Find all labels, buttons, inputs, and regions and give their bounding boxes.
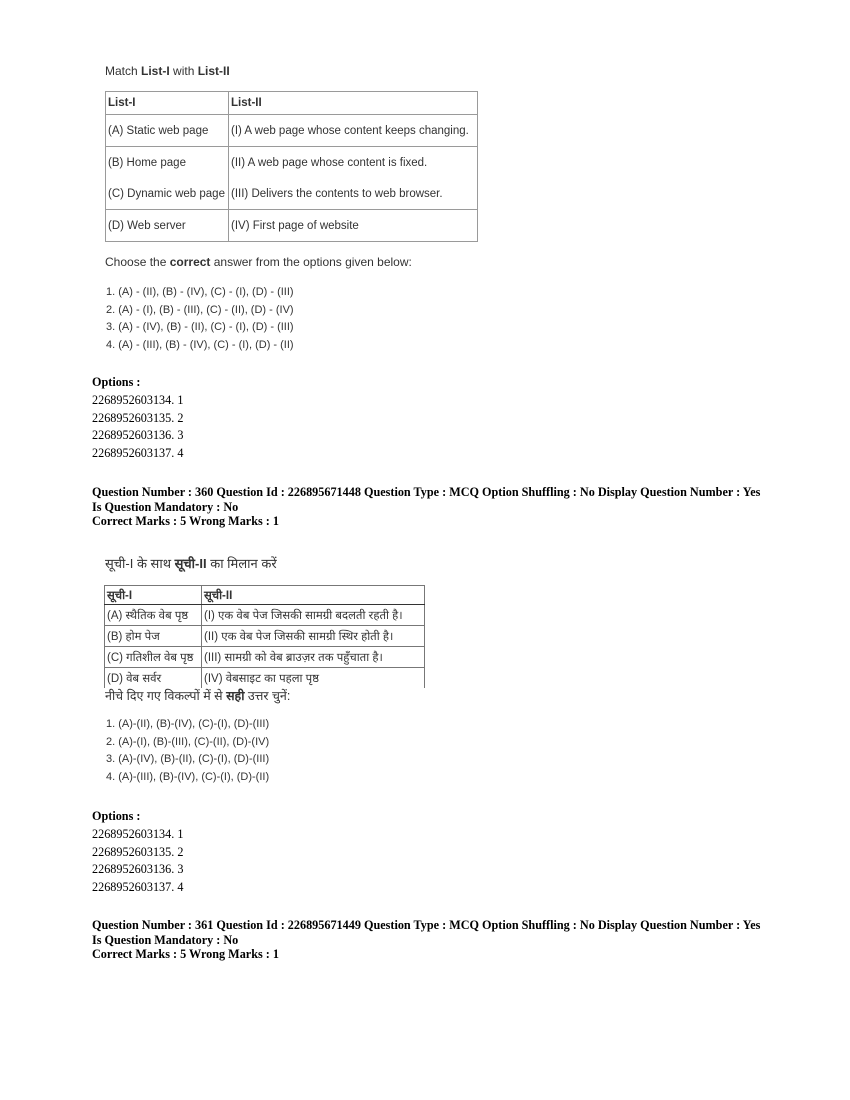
table-cell: (A) स्थैतिक वेब पृष्ठ bbox=[105, 605, 202, 626]
answer-choice: 1. (A)-(II), (B)-(IV), (C)-(I), (D)-(III) bbox=[106, 718, 270, 730]
column-header-list-2: List-II bbox=[229, 92, 478, 115]
option-id: 2268952603135. 2 bbox=[92, 410, 184, 425]
table-cell: (I) A web page whose content keeps changing. bbox=[229, 115, 478, 147]
table-cell: (III) Delivers the contents to web browser. bbox=[229, 178, 478, 210]
table-row bbox=[105, 605, 425, 626]
table-cell: (C) Dynamic web page bbox=[106, 178, 229, 210]
option-id: 2268952603136. 3 bbox=[92, 428, 184, 443]
question-prompt: Match List-I with List-II bbox=[105, 64, 230, 78]
table-row bbox=[105, 647, 425, 668]
marks-line: Correct Marks : 5 Wrong Marks : 1 bbox=[92, 947, 279, 961]
question-meta-line: Question Number : 360 Question Id : 226895671448 Question Type : MCQ Option Shuffling : No Display Question Number : Yes Is Question Mandatory : No bbox=[92, 485, 761, 514]
table-row bbox=[106, 115, 478, 147]
option-id: 2268952603136. 3 bbox=[92, 862, 184, 877]
answer-choice: 4. (A) - (III), (B) - (IV), (C) - (I), (D) - (II) bbox=[106, 338, 294, 351]
table-cell: (D) Web server bbox=[106, 210, 229, 242]
table-cell: (II) A web page whose content is fixed. bbox=[229, 147, 478, 179]
question-prompt: सूची-I के साथ सूची-II का मिलान करें bbox=[105, 556, 277, 571]
table-row bbox=[106, 147, 478, 179]
answer-choice: 1. (A) - (II), (B) - (IV), (C) - (I), (D) - (III) bbox=[106, 286, 294, 298]
table-cell: (III) सामग्री को वेब ब्राउज़र तक पहुँचाता है। bbox=[202, 647, 425, 668]
options-block bbox=[92, 808, 183, 897]
table-row bbox=[106, 210, 478, 242]
option-id: 2268952603135. 2 bbox=[92, 844, 184, 859]
table-cell: (D) वेब सर्वर bbox=[105, 668, 202, 689]
options-block bbox=[92, 374, 183, 463]
answer-choice: 3. (A)-(IV), (B)-(II), (C)-(I), (D)-(III) bbox=[106, 753, 270, 765]
answer-choice: 4. (A)-(III), (B)-(IV), (C)-(I), (D)-(II) bbox=[106, 770, 270, 783]
table-cell: (A) Static web page bbox=[106, 115, 229, 147]
table-row bbox=[106, 178, 478, 210]
table-cell: (B) Home page bbox=[106, 147, 229, 179]
table-cell: (C) गतिशील वेब पृष्ठ bbox=[105, 647, 202, 668]
answer-choice: 2. (A)-(I), (B)-(III), (C)-(II), (D)-(IV) bbox=[106, 735, 270, 748]
column-header-list-1: List-I bbox=[106, 92, 229, 115]
column-header-list-2: सूची-II bbox=[202, 586, 425, 605]
answer-choice: 2. (A) - (I), (B) - (III), (C) - (II), (D) - (IV) bbox=[106, 303, 294, 316]
answer-choice: 3. (A) - (IV), (B) - (II), (C) - (I), (D) - (III) bbox=[106, 321, 294, 333]
question-meta-line: Question Number : 361 Question Id : 226895671449 Question Type : MCQ Option Shuffling : No Display Question Number : Yes Is Question Mandatory : No bbox=[92, 918, 761, 947]
table-cell: (B) होम पेज bbox=[105, 626, 202, 647]
table-cell: (IV) वेबसाइट का पहला पृष्ठ bbox=[202, 668, 425, 689]
table-row bbox=[105, 668, 425, 689]
table-header-row bbox=[105, 586, 425, 605]
choose-instruction: नीचे दिए गए विकल्पों में से सही उत्तर चुनें: bbox=[105, 689, 291, 703]
marks-line: Correct Marks : 5 Wrong Marks : 1 bbox=[92, 514, 279, 528]
question-meta bbox=[92, 485, 772, 529]
match-table bbox=[105, 91, 478, 242]
table-cell: (II) एक वेब पेज जिसकी सामग्री स्थिर होती है। bbox=[202, 626, 425, 647]
question-meta bbox=[92, 918, 772, 962]
table-row bbox=[105, 626, 425, 647]
option-id: 2268952603134. 1 bbox=[92, 392, 184, 407]
option-id: 2268952603134. 1 bbox=[92, 826, 184, 841]
match-table bbox=[104, 585, 425, 688]
options-heading: Options : bbox=[92, 375, 141, 389]
option-id: 2268952603137. 4 bbox=[92, 880, 184, 895]
option-id: 2268952603137. 4 bbox=[92, 446, 184, 461]
choose-instruction: Choose the correct answer from the options given below: bbox=[105, 255, 412, 269]
column-header-list-1: सूची-I bbox=[105, 586, 202, 605]
table-cell: (IV) First page of website bbox=[229, 210, 478, 242]
table-header-row bbox=[106, 92, 478, 115]
answer-choice-list bbox=[106, 284, 294, 354]
options-heading: Options : bbox=[92, 809, 141, 823]
table-cell: (I) एक वेब पेज जिसकी सामग्री बदलती रहती है। bbox=[202, 605, 425, 626]
answer-choice-list bbox=[106, 716, 269, 786]
